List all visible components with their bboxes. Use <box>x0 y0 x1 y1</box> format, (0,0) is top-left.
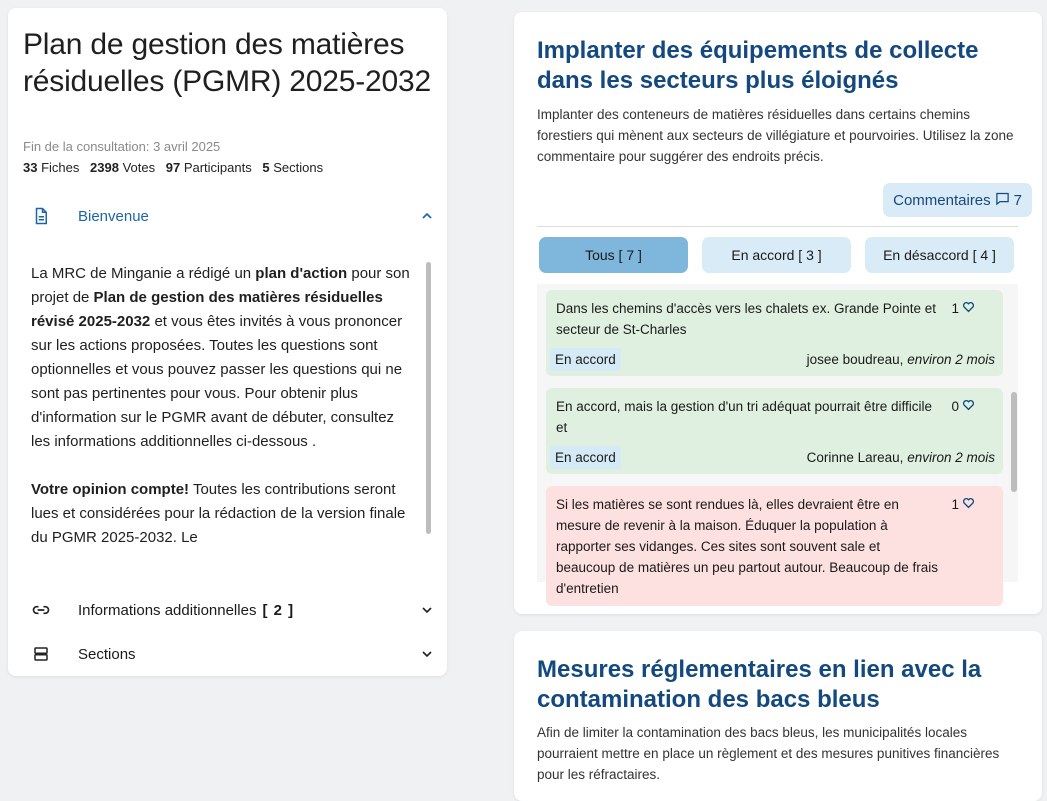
fiches-count: 33 <box>23 160 38 175</box>
heart-icon <box>962 396 975 417</box>
author-name: josee boudreau, <box>806 351 904 367</box>
accordion-sections-label: Sections <box>78 645 136 663</box>
comment-text: En accord, mais la gestion d'un tri adéquat pourrait être difficile et <box>556 399 933 435</box>
heart-icon <box>962 298 975 319</box>
accordion-info[interactable] <box>8 590 447 630</box>
stance-badge: En accord <box>550 446 621 469</box>
stats-bar <box>23 160 330 175</box>
like-button[interactable] <box>951 396 975 417</box>
comment-time: environ 2 mois <box>907 351 995 367</box>
divider <box>537 226 1018 227</box>
sections-icon <box>31 644 51 664</box>
comment-item <box>546 388 1003 474</box>
accordion-info-text: Informations additionnelles <box>78 601 257 619</box>
welcome-scrollbar[interactable] <box>426 262 431 580</box>
author-name: Corinne Lareau, <box>806 449 904 465</box>
comments-count: 7 <box>1013 191 1022 209</box>
link-icon <box>31 600 51 620</box>
comment-text: Si les matières se sont rendues là, elles devraient être en mesure de revenir à la maison. Éduquer la population à rapporter ses vidanges. Ces sites sont souvent sale et beaucoup de matières un peu partout autour. Beaucoup de frais d'entretien <box>556 497 939 596</box>
accordion-info-count: [ 2 ] <box>262 601 295 619</box>
like-button[interactable] <box>951 494 975 515</box>
fiches-label: Fiches <box>41 160 80 175</box>
comment-icon <box>995 191 1010 210</box>
document-icon <box>31 206 51 226</box>
accordion-welcome[interactable] <box>8 196 447 236</box>
votes-label: Votes <box>122 160 156 175</box>
sections-count: 5 <box>262 160 270 175</box>
action-card-description: Afin de limiter la contamination des bacs bleus, les municipalités locales pourraient mettre en place un règlement et des mesures punitives financières pour les réfractaires. <box>537 725 1000 782</box>
filter-agree[interactable]: En accord [ 3 ] <box>702 237 851 273</box>
comments-label: Commentaires <box>893 191 991 209</box>
comments-button[interactable] <box>883 183 1032 217</box>
action-card <box>514 631 1042 801</box>
chevron-down-icon <box>419 602 435 618</box>
welcome-text-bold: Plan de gestion des matières résiduelles révisé 2025-2032 <box>31 289 383 330</box>
filter-disagree[interactable]: En désaccord [ 4 ] <box>865 237 1014 273</box>
welcome-text-bold: plan d'action <box>255 265 348 282</box>
accordion-welcome-label: Bienvenue <box>78 207 149 225</box>
like-count: 0 <box>951 399 959 414</box>
comments-scrollbar[interactable] <box>1011 392 1017 492</box>
like-button[interactable] <box>951 298 975 319</box>
chevron-down-icon <box>419 646 435 662</box>
comment-footer <box>550 348 995 370</box>
welcome-scroll-thumb[interactable] <box>426 262 431 534</box>
comment-footer <box>550 446 995 468</box>
sections-label: Sections <box>273 160 324 175</box>
welcome-text-bold: Votre opinion compte! <box>31 481 190 498</box>
welcome-text <box>31 262 416 580</box>
participants-count: 97 <box>165 160 181 175</box>
consultation-panel <box>8 8 447 676</box>
welcome-text-part: Toutes les contributions seront lues et considérées pour la rédaction de la version finale du PGMR 2025-2032. Le <box>31 481 406 546</box>
comment-time: environ 2 mois <box>907 449 995 465</box>
like-count: 1 <box>951 497 959 512</box>
action-card <box>514 12 1042 614</box>
like-count: 1 <box>951 301 959 316</box>
comment-item <box>546 486 1003 606</box>
comment-author <box>807 447 995 468</box>
heart-icon <box>962 494 975 515</box>
page-title: Plan de gestion des matières résiduelles (PGMR) 2025-2032 <box>23 28 431 98</box>
action-card-title: Mesures réglementaires en lien avec la contamination des bacs bleus <box>537 656 982 713</box>
chevron-up-icon <box>419 208 435 224</box>
participants-label: Participants <box>183 160 252 175</box>
comment-filters <box>539 237 1014 273</box>
votes-count: 2398 <box>90 160 119 175</box>
welcome-text-part: pour son projet de <box>31 265 410 306</box>
accordion-sections[interactable] <box>8 634 447 674</box>
accordion-info-label <box>78 602 294 619</box>
comment-text: Dans les chemins d'accès vers les chalets ex. Grande Pointe et secteur de St-Charles <box>556 301 937 337</box>
comment-author <box>807 349 995 370</box>
action-card-title: Implanter des équipements de collecte dans les secteurs plus éloignés <box>537 37 979 94</box>
comment-item <box>546 290 1003 376</box>
action-card-description: Implanter des conteneurs de matières résiduelles dans certains chemins forestiers qui mènent aux secteurs de villégiature et pourvoiries. Utilisez la zone commentaire pour suggérer des endroits précis. <box>537 107 1014 164</box>
welcome-text-part: et vous êtes invités à vous prononcer sur les actions proposées. Toutes les questions sont optionnelles et vous pouvez passer les questions qui ne sont pas pertinentes pour vous. Pour obtenir plus d'information sur le PGMR avant de débuter, consultez les informations additionnelles ci-dessous . <box>31 313 403 450</box>
comments-scroll-thumb[interactable] <box>1011 392 1017 492</box>
welcome-text-part: La MRC de Minganie a rédigé un <box>31 265 256 282</box>
comments-list[interactable] <box>537 284 1018 596</box>
end-date: Fin de la consultation: 3 avril 2025 <box>23 139 221 154</box>
filter-all[interactable]: Tous [ 7 ] <box>539 237 688 273</box>
stance-badge: En accord <box>550 348 621 371</box>
